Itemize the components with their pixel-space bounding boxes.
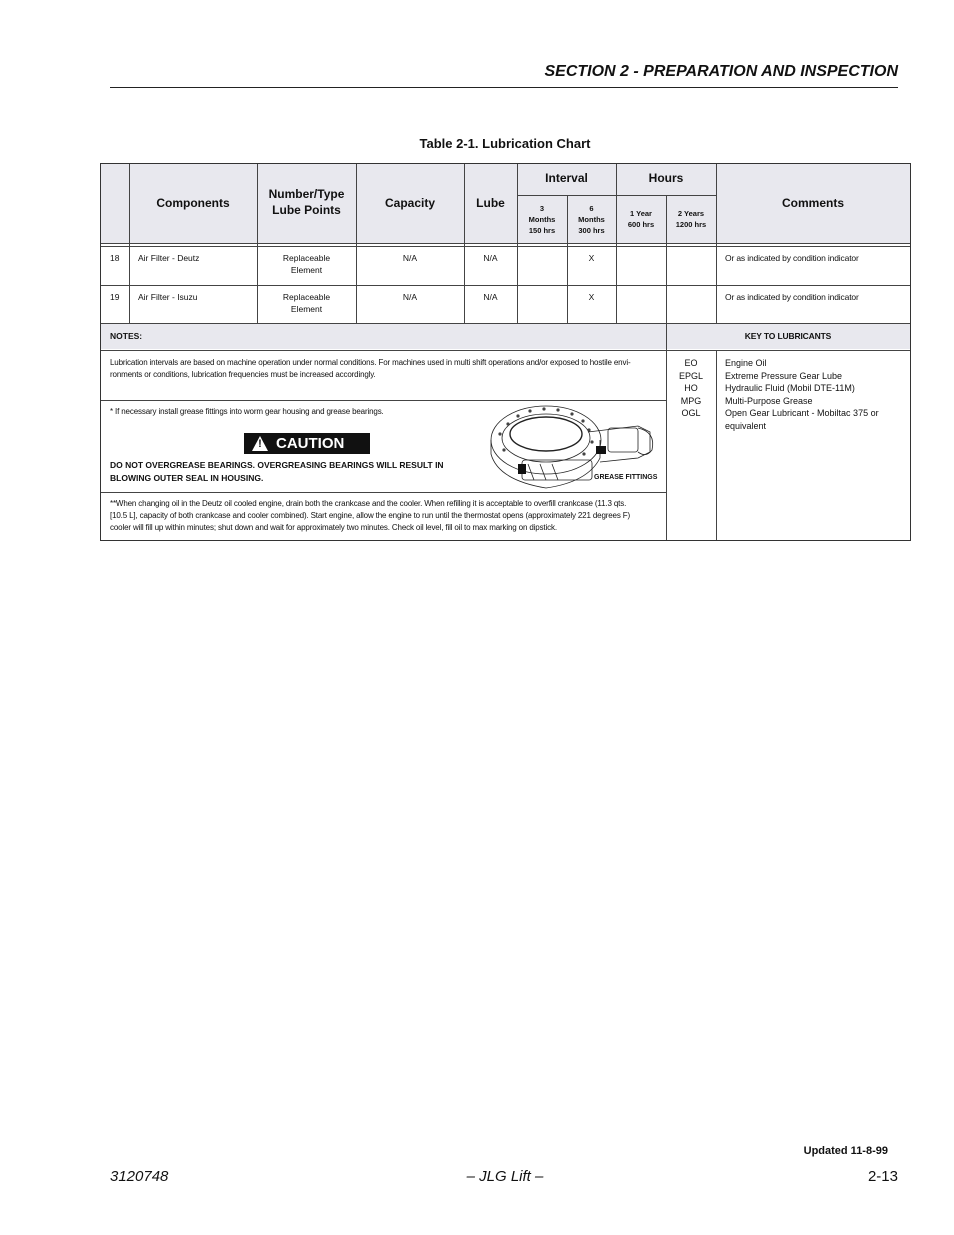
row-component: Air Filter - Isuzu	[138, 292, 198, 302]
updated-date: Updated 11-8-99	[803, 1145, 888, 1157]
grease-fittings-label: GREASE FITTINGS	[594, 474, 658, 481]
col-interval-3: 3 Months 150 hrs	[528, 204, 556, 235]
divider	[101, 246, 910, 247]
note-line: **When changing oil in the Deutz oil cooled engine, drain both the crankcase and the cooler. When refilling it is acceptable to overfill crankcase (11.3 qts.	[110, 499, 627, 508]
divider	[101, 243, 910, 244]
note-line: cooler will fill up within minutes; shut down and wait for approximately two minutes. Check oil level, fill oil to max marking on dipstick.	[110, 523, 557, 532]
divider	[716, 164, 717, 323]
caution-label: CAUTION	[276, 435, 345, 452]
lubricant-code: EO	[684, 358, 698, 368]
lubricant-name: Engine Oil	[725, 358, 767, 368]
row-comment: Or as indicated by condition indicator	[725, 253, 859, 263]
row-number: 19	[110, 292, 120, 302]
lubricant-code: HO	[684, 383, 698, 393]
lubricant-name: Open Gear Lubricant - Mobiltac 375 or	[725, 408, 879, 418]
note-lubrication-intervals	[110, 357, 662, 381]
row-component: Air Filter - Deutz	[138, 253, 200, 263]
lubricant-code: MPG	[680, 395, 702, 406]
notes-label: NOTES:	[110, 331, 143, 341]
col-lube-points: Number/Type Lube Points	[268, 187, 345, 217]
col-components: Components	[156, 196, 230, 210]
row-capacity: N/A	[402, 292, 418, 302]
lubricant-name: Hydraulic Fluid (Mobil DTE-11M)	[725, 383, 855, 393]
footer-title: – JLG Lift –	[466, 1168, 544, 1185]
row-lube-points: Replaceable Element	[282, 253, 331, 275]
note-grease-fittings: * If necessary install grease fittings into worm gear housing and grease bearings.	[110, 407, 384, 416]
divider	[716, 350, 717, 540]
divider	[517, 164, 518, 323]
col-interval: Interval	[545, 171, 588, 185]
lubricant-names	[725, 357, 879, 432]
col-capacity: Capacity	[384, 196, 436, 210]
caution-line: BLOWING OUTER SEAL IN HOUSING.	[110, 473, 264, 483]
lubricant-codes	[666, 357, 716, 420]
row-lube: N/A	[483, 292, 498, 302]
table-title: Table 2-1. Lubrication Chart	[419, 136, 591, 151]
lubricant-name: Multi-Purpose Grease	[725, 395, 813, 406]
caution-banner	[244, 433, 370, 454]
col-interval-6: 6 Months 300 hrs	[578, 204, 605, 235]
caution-text	[110, 459, 444, 485]
page-number: 2-13	[867, 1168, 898, 1185]
exclamation-icon: !	[258, 438, 262, 450]
caution-line: DO NOT OVERGREASE BEARINGS. OVERGREASING BEARINGS WILL RESULT IN	[110, 460, 444, 470]
note-line: ronments or conditions, lubrication frequencies must be increased accordingly.	[110, 370, 376, 379]
divider	[129, 164, 130, 323]
divider	[101, 350, 910, 351]
row-capacity: N/A	[402, 253, 418, 263]
col-hours-1: 1 Year 600 hrs	[627, 209, 655, 229]
section-title: SECTION 2 - PREPARATION AND INSPECTION	[544, 63, 898, 80]
divider	[101, 492, 666, 493]
col-hours-2: 2 Years 1200 hrs	[675, 209, 707, 229]
row-lube: N/A	[483, 253, 498, 263]
key-to-lubricants-label: KEY TO LUBRICANTS	[744, 331, 832, 341]
note-line: Lubrication intervals are based on machine operation under normal conditions. For machines used in multi shift operations and/or exposed to hostile envi-	[110, 358, 631, 367]
lubricant-name: Extreme Pressure Gear Lube	[725, 370, 843, 381]
col-hours: Hours	[648, 171, 684, 185]
row-number: 18	[110, 253, 120, 263]
note-line: [10.5 L], capacity of both crankcase and cooler combined). Start engine, allow the engine to run until the thermostat opens (approximately 221 degrees F)	[110, 511, 631, 520]
row-comment: Or as indicated by condition indicator	[725, 292, 859, 302]
document-number: 3120748	[110, 1168, 169, 1185]
note-deutz-oil	[110, 498, 630, 534]
lubricant-code: EPGL	[678, 370, 703, 381]
row-lube-points: Replaceable Element	[282, 292, 331, 314]
lubricant-code: OGL	[681, 408, 701, 418]
divider	[101, 323, 910, 324]
lubricant-name: equivalent	[725, 420, 767, 431]
divider	[101, 400, 666, 401]
row-interval-6: X	[588, 253, 595, 263]
divider	[101, 285, 910, 286]
col-lube: Lube	[476, 196, 505, 210]
divider	[616, 164, 617, 323]
section-rule	[110, 87, 898, 88]
row-interval-6: X	[588, 292, 595, 302]
col-comments: Comments	[781, 196, 844, 210]
